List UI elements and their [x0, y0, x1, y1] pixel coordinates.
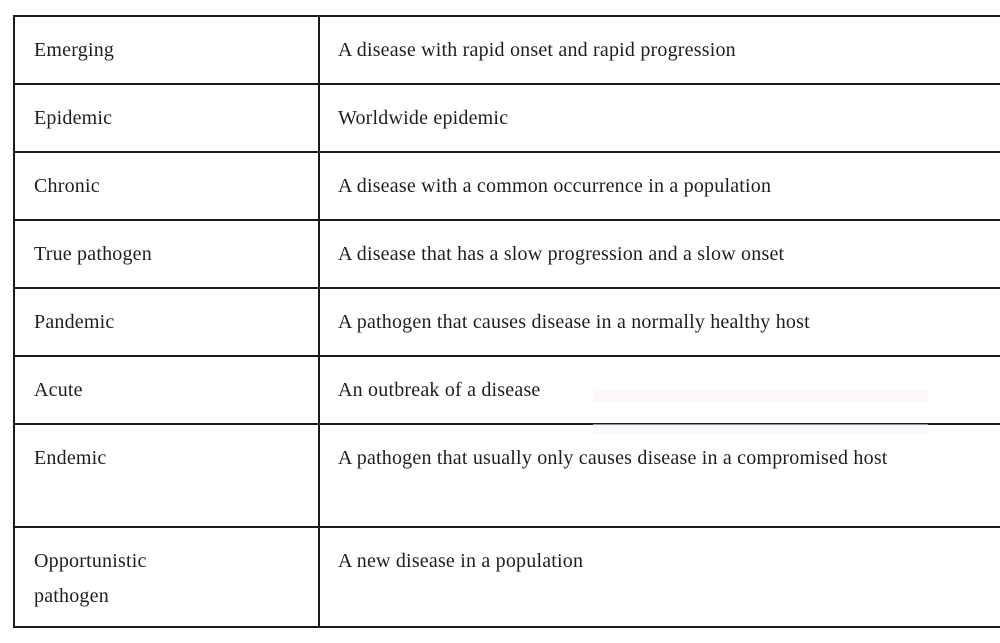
definition-text: An outbreak of a disease: [338, 378, 541, 401]
definition-cell: [319, 356, 1000, 424]
term-label: Pandemic: [34, 310, 115, 333]
table-row: [14, 527, 1000, 627]
definition-cell: [319, 16, 1000, 84]
table-body: [14, 16, 1000, 627]
table-row: [14, 220, 1000, 288]
term-label: True pathogen: [34, 242, 152, 265]
table-row: [14, 288, 1000, 356]
term-label: Opportunistic pathogen: [34, 550, 147, 607]
definition-text: A disease that has a slow progression and a slow onset: [338, 242, 785, 265]
definition-text: A new disease in a population: [338, 550, 584, 572]
table-row: [14, 424, 1000, 527]
table-row: [14, 356, 1000, 424]
term-label: Emerging: [34, 38, 115, 61]
table-row: [14, 16, 1000, 84]
definition-text: A disease with a common occurrence in a population: [338, 174, 772, 197]
definition-text: A pathogen that causes disease in a normally healthy host: [338, 310, 810, 333]
definition-text: A pathogen that usually only causes disease in a compromised host: [338, 447, 888, 469]
definition-cell: [319, 527, 1000, 627]
term-label: Epidemic: [34, 106, 113, 129]
table-row: [14, 152, 1000, 220]
definition-cell: [319, 220, 1000, 288]
term-cell: [14, 356, 319, 424]
term-cell: [14, 288, 319, 356]
term-cell: [14, 84, 319, 152]
table-row: [14, 84, 1000, 152]
definition-cell: [319, 288, 1000, 356]
term-cell: [14, 424, 319, 527]
terms-definitions-table: [13, 15, 1000, 628]
term-cell: [14, 152, 319, 220]
definition-cell: [319, 152, 1000, 220]
definition-cell: [319, 424, 1000, 527]
definition-text: A disease with rapid onset and rapid progression: [338, 38, 736, 61]
definition-cell: [319, 84, 1000, 152]
term-label: Acute: [34, 378, 83, 401]
term-label: Endemic: [34, 447, 107, 469]
term-label: Chronic: [34, 174, 100, 197]
term-cell: [14, 220, 319, 288]
term-cell: [14, 16, 319, 84]
term-cell: [14, 527, 319, 627]
definition-text: Worldwide epidemic: [338, 106, 509, 129]
